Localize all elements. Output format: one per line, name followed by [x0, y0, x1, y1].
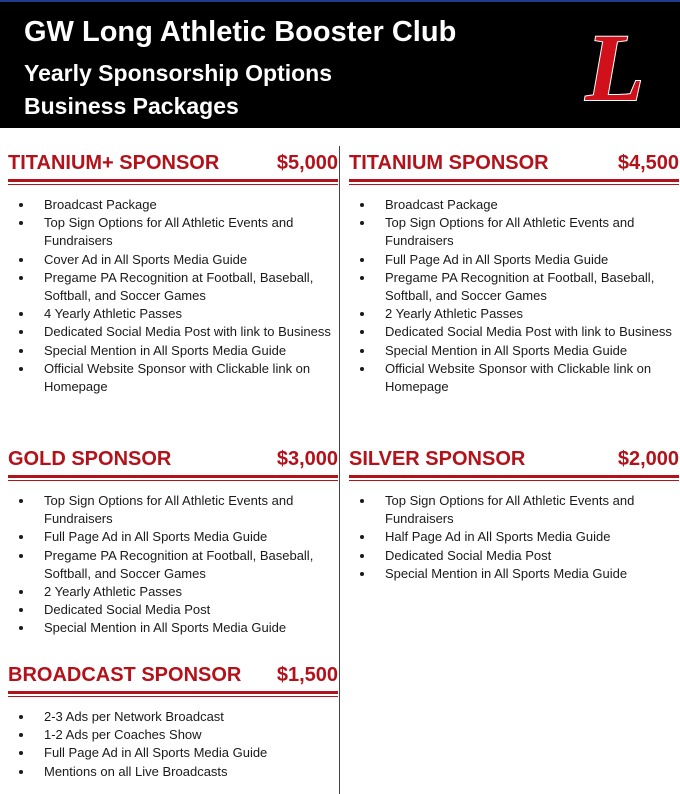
section-title: BROADCAST SPONSOR [8, 664, 242, 686]
benefit-item: Full Page Ad in All Sports Media Guide [349, 251, 679, 269]
benefits-list [8, 708, 338, 781]
section-title: SILVER SPONSOR [349, 448, 526, 470]
benefit-item: Special Mention in All Sports Media Guide [349, 342, 679, 360]
section-header [349, 150, 679, 182]
benefit-item: Top Sign Options for All Athletic Events and Fundraisers [8, 214, 338, 250]
benefits-list [8, 492, 338, 638]
section-header [8, 446, 338, 478]
benefit-item: Cover Ad in All Sports Media Guide [8, 251, 338, 269]
section-titanium [349, 150, 679, 396]
column-divider [339, 146, 340, 794]
section-silver [349, 446, 679, 583]
section-broadcast [8, 662, 338, 781]
benefit-item: 2 Yearly Athletic Passes [349, 305, 679, 323]
section-titanium-plus [8, 150, 338, 396]
section-header [349, 446, 679, 478]
page-subtitle-packages: Business Packages [24, 93, 239, 119]
school-logo-l [574, 20, 656, 112]
benefit-item: Special Mention in All Sports Media Guide [8, 342, 338, 360]
benefit-item: Top Sign Options for All Athletic Events and Fundraisers [349, 214, 679, 250]
section-price: $4,500 [617, 152, 679, 174]
benefit-item: Special Mention in All Sports Media Guide [8, 619, 338, 637]
benefit-item: Broadcast Package [8, 196, 338, 214]
benefit-item: Pregame PA Recognition at Football, Baseball, Softball, and Soccer Games [349, 269, 679, 305]
section-price: $3,000 [276, 448, 338, 470]
benefit-item: Top Sign Options for All Athletic Events and Fundraisers [8, 492, 338, 528]
benefit-item: 1-2 Ads per Coaches Show [8, 726, 338, 744]
benefits-list [349, 196, 679, 396]
section-gold [8, 446, 338, 638]
benefit-item: Official Website Sponsor with Clickable link on Homepage [8, 360, 338, 396]
benefit-item: Official Website Sponsor with Clickable link on Homepage [349, 360, 679, 396]
benefits-list [349, 492, 679, 583]
benefit-item: Special Mention in All Sports Media Guide [349, 565, 679, 583]
benefit-item: Broadcast Package [349, 196, 679, 214]
benefit-item: Pregame PA Recognition at Football, Baseball, Softball, and Soccer Games [8, 547, 338, 583]
benefit-item: 4 Yearly Athletic Passes [8, 305, 338, 323]
benefits-list [8, 196, 338, 396]
benefit-item: Full Page Ad in All Sports Media Guide [8, 744, 338, 762]
section-title: TITANIUM+ SPONSOR [8, 152, 220, 174]
benefit-item: Dedicated Social Media Post [8, 601, 338, 619]
page-title: GW Long Athletic Booster Club [24, 16, 457, 48]
benefit-item: Full Page Ad in All Sports Media Guide [8, 528, 338, 546]
benefit-item: Dedicated Social Media Post [349, 547, 679, 565]
benefit-item: Half Page Ad in All Sports Media Guide [349, 528, 679, 546]
section-header [8, 662, 338, 694]
page-subtitle: Yearly Sponsorship Options [24, 60, 333, 86]
benefit-item: Pregame PA Recognition at Football, Baseball, Softball, and Soccer Games [8, 269, 338, 305]
section-title: GOLD SPONSOR [8, 448, 172, 470]
header-banner [0, 0, 680, 128]
benefit-item: Top Sign Options for All Athletic Events and Fundraisers [349, 492, 679, 528]
section-price: $1,500 [276, 664, 338, 686]
benefit-item: Dedicated Social Media Post with link to Business [349, 323, 679, 341]
benefit-item: Mentions on all Live Broadcasts [8, 763, 338, 781]
logo-letter: L [585, 20, 645, 112]
benefit-item: Dedicated Social Media Post with link to Business [8, 323, 338, 341]
benefit-item: 2-3 Ads per Network Broadcast [8, 708, 338, 726]
section-title: TITANIUM SPONSOR [349, 152, 549, 174]
benefit-item: 2 Yearly Athletic Passes [8, 583, 338, 601]
section-price: $2,000 [617, 448, 679, 470]
section-price: $5,000 [276, 152, 338, 174]
section-header [8, 150, 338, 182]
